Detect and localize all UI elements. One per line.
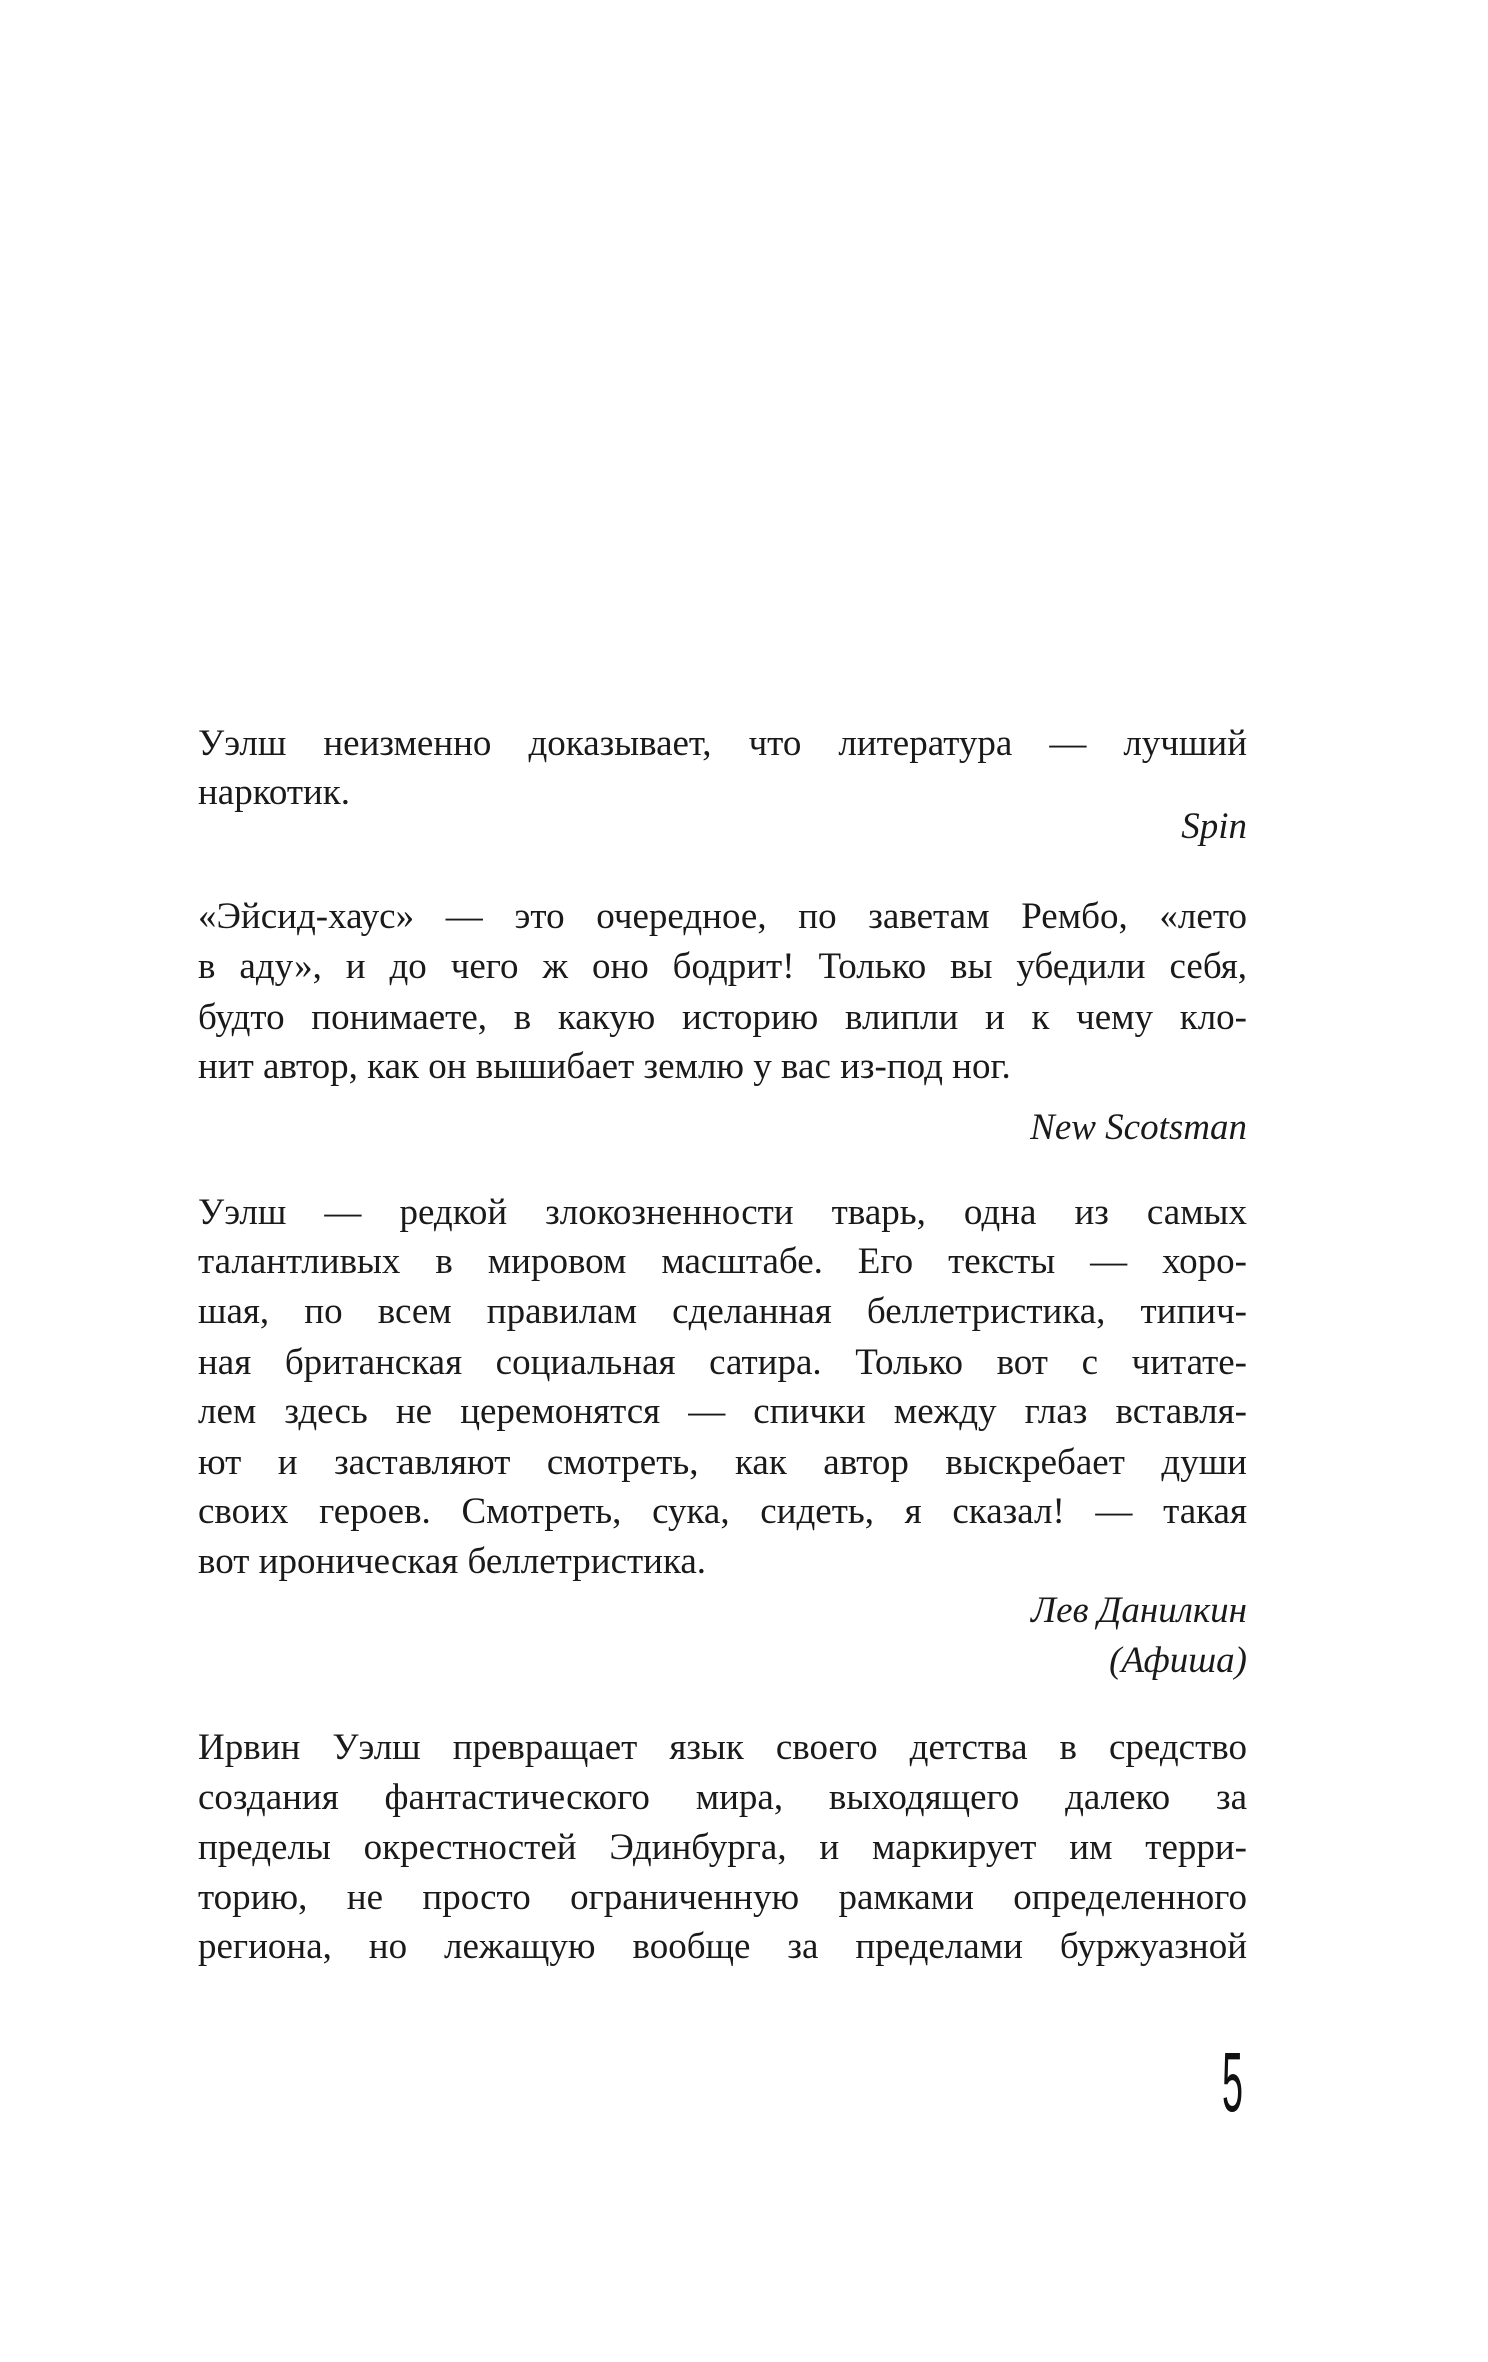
text-line: региона, но лежащую вообще за пределами буржуазной	[198, 1926, 1247, 1967]
text-line: «Эйсид-хаус» — это очередное, по заветам Рембо, «лето	[198, 896, 1247, 937]
page-number: 5	[1222, 2035, 1244, 2129]
text-line: будто понимаете, в какую историю влипли и к чему кло-	[198, 997, 1247, 1038]
text-line: Уэлш неизменно доказывает, что литература — лучший	[198, 723, 1247, 764]
quote-source: Лев Данилкин	[1031, 1590, 1247, 1631]
text-line: пределы окрестностей Эдинбурга, и маркирует им терри-	[198, 1827, 1247, 1868]
quote-source: New Scotsman	[1030, 1107, 1247, 1148]
text-line: наркотик.	[198, 772, 351, 813]
text-line: Ирвин Уэлш превращает язык своего детства в средство	[198, 1727, 1247, 1768]
text-line: ют и заставляют смотреть, как автор выскребает души	[198, 1442, 1247, 1483]
text-line: своих героев. Смотреть, сука, сидеть, я сказал! — такая	[198, 1491, 1247, 1532]
quote-source: (Афиша)	[1109, 1640, 1247, 1681]
text-line: лем здесь не церемонятся — спички между глаз вставля-	[198, 1391, 1247, 1432]
text-line: торию, не просто ограниченную рамками определенного	[198, 1877, 1247, 1918]
text-line: вот ироническая беллетристика.	[198, 1541, 707, 1582]
text-line: нит автор, как он вышибает землю у вас из-под ног.	[198, 1046, 1011, 1087]
text-line: шая, по всем правилам сделанная беллетристика, типич-	[198, 1291, 1247, 1332]
text-line: Уэлш — редкой злокозненности тварь, одна из самых	[198, 1192, 1247, 1233]
text-line: создания фантастического мира, выходящего далеко за	[198, 1777, 1247, 1818]
text-line: в аду», и до чего ж оно бодрит! Только вы убедили себя,	[198, 946, 1247, 987]
text-line: талантливых в мировом масштабе. Его тексты — хоро-	[198, 1241, 1247, 1282]
text-line: ная британская социальная сатира. Только вот с читате-	[198, 1342, 1247, 1383]
quote-source: Spin	[1181, 806, 1247, 847]
